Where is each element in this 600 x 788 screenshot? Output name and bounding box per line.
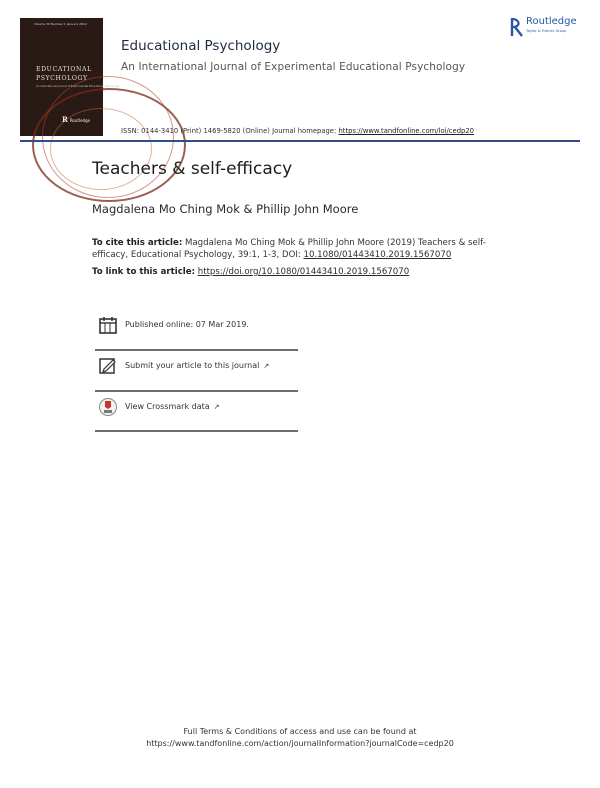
article-doi-url-link[interactable]: https://doi.org/10.1080/01443410.2019.1567070 xyxy=(197,267,410,277)
article-title: Teachers & self-efficacy xyxy=(92,159,293,179)
published-online-text: Published online: 07 Mar 2019. xyxy=(125,320,249,329)
citation-label: To cite this article: xyxy=(92,238,183,248)
journal-cover-image xyxy=(20,18,120,136)
terms-footer xyxy=(0,726,600,750)
cover-title-line1: EDUCATIONAL xyxy=(36,66,92,73)
citation-text: Magdalena Mo Ching Mok & Phillip John Moore (2019) Teachers & self-efficacy, Educational Psychology, 39:1, 1-3, DOI: xyxy=(92,238,486,260)
cover-subtitle: An International Journal of Experimental Educational Psychology xyxy=(36,85,120,88)
issn-line xyxy=(121,127,474,135)
routledge-r-icon xyxy=(510,17,524,37)
cover-publisher-name: Routledge xyxy=(69,118,91,123)
external-link-icon: ↗ xyxy=(263,362,270,370)
cover-publisher-logo: R Routledge xyxy=(62,115,91,124)
citation-block xyxy=(92,237,492,261)
publisher-name: Routledge xyxy=(526,16,577,27)
info-divider xyxy=(95,430,298,432)
crossmark-icon xyxy=(98,397,118,417)
crossmark-link[interactable]: View Crossmark data xyxy=(125,402,210,411)
link-label: To link to this article: xyxy=(92,267,196,277)
journal-homepage-link[interactable]: https://www.tandfonline.com/loi/cedp20 xyxy=(338,127,474,135)
edit-note-icon xyxy=(98,356,118,376)
external-link-icon: ↗ xyxy=(213,403,220,411)
publisher-tagline: Taylor & Francis Group xyxy=(526,29,567,33)
article-authors: Magdalena Mo Ching Mok & Phillip John Moore xyxy=(92,202,359,216)
citation-doi-link[interactable]: 10.1080/01443410.2019.1567070 xyxy=(303,250,452,260)
terms-footer-line1: Full Terms & Conditions of access and use can be found at xyxy=(183,727,417,736)
journal-subtitle: An International Journal of Experimental Educational Psychology xyxy=(121,61,466,73)
terms-footer-url[interactable]: https://www.tandfonline.com/action/journalInformation?journalCode=cedp20 xyxy=(146,739,454,748)
submit-article-link[interactable]: Submit your article to this journal xyxy=(125,361,260,370)
journal-title: Educational Psychology xyxy=(121,38,281,54)
info-divider xyxy=(95,390,298,392)
calendar-icon xyxy=(98,315,118,335)
cover-volume-text: Volume 39 Number 1 January 2019 xyxy=(34,22,87,26)
issn-text: ISSN: 0144-3410 (Print) 1469-5820 (Online) Journal homepage: xyxy=(121,127,337,135)
cover-title-line2: PSYCHOLOGY xyxy=(36,75,88,82)
header-divider xyxy=(20,140,580,142)
routledge-logo[interactable] xyxy=(510,16,590,42)
article-link-line xyxy=(92,267,409,277)
info-divider xyxy=(95,349,298,351)
